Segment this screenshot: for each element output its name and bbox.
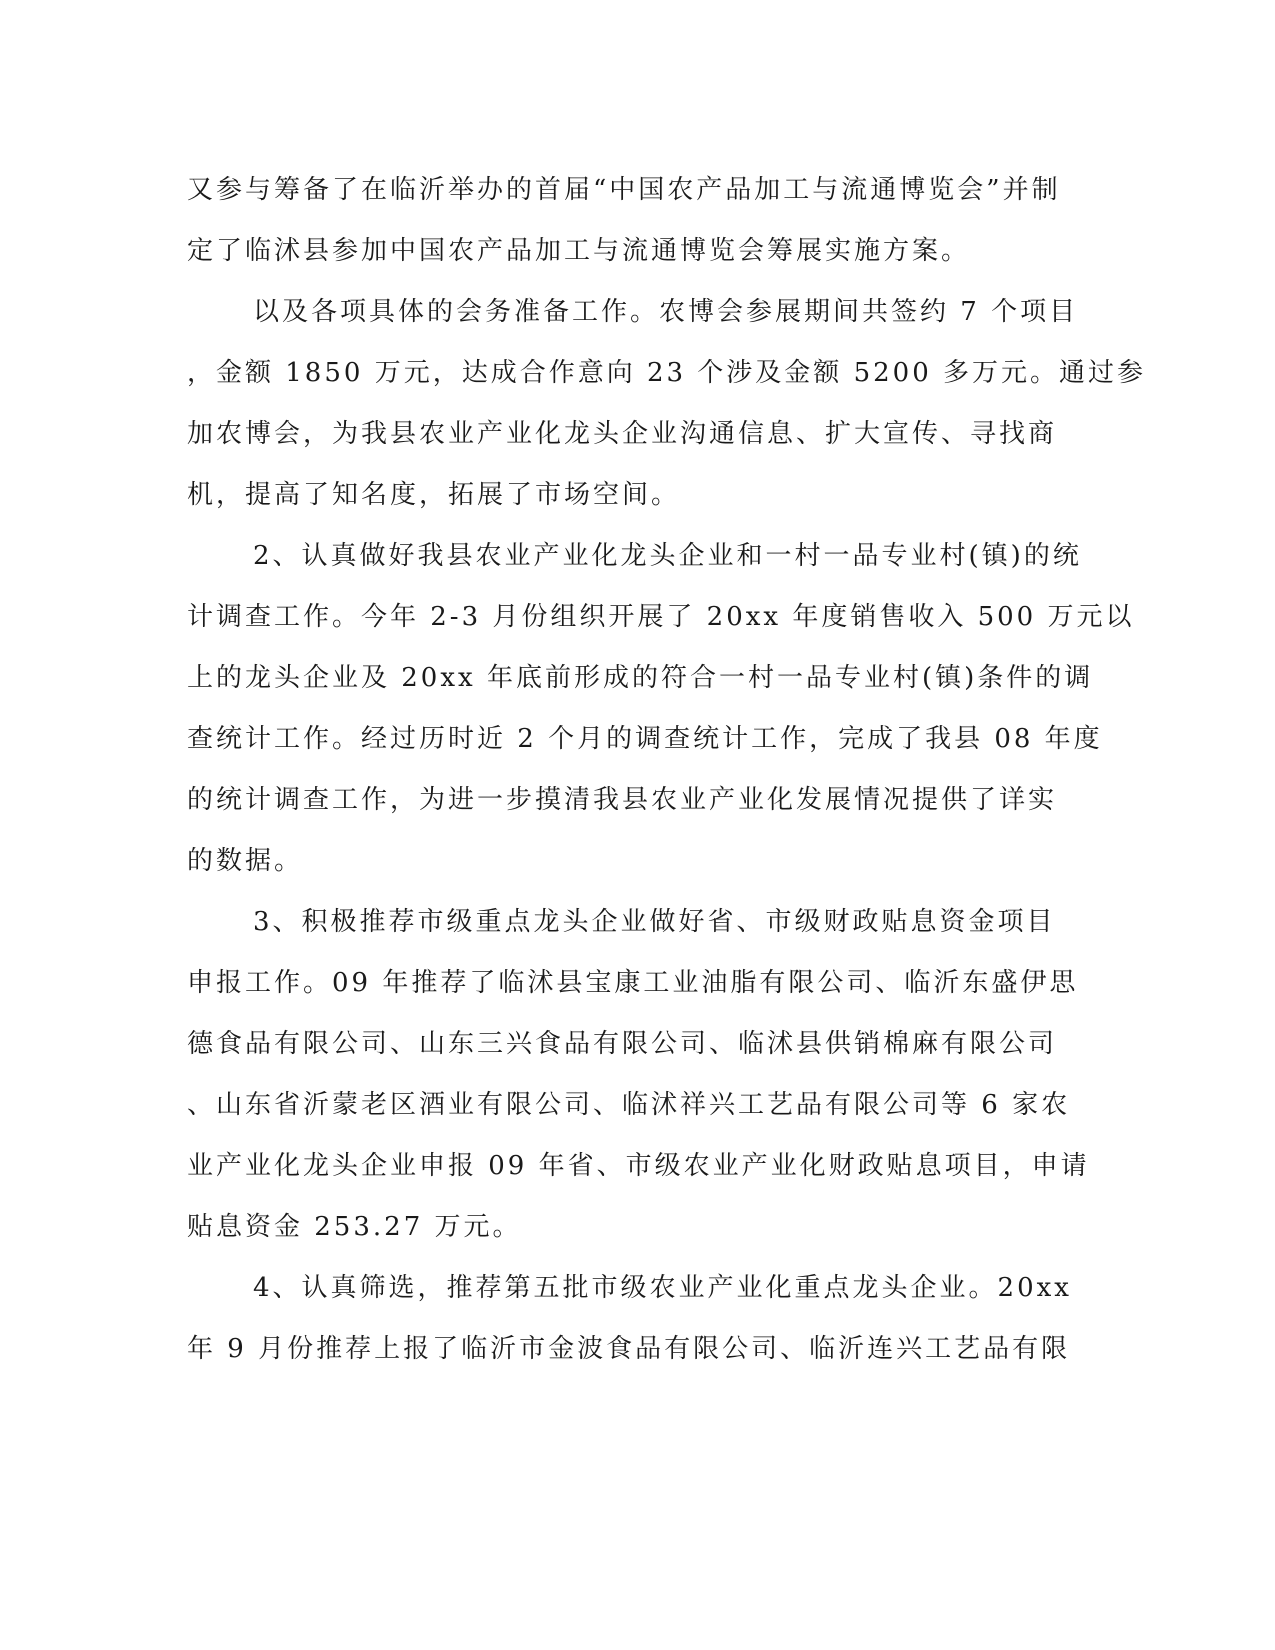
text-line-7: 2、认真做好我县农业产业化龙头企业和一村一品专业村(镇)的统 — [253, 541, 1082, 571]
text-line-8: 计调查工作。今年 2-3 月份组织开展了 20xx 年度销售收入 500 万元以 — [187, 602, 1135, 632]
text-line-3: 以及各项具体的会务准备工作。农博会参展期间共签约 7 个项目 — [253, 297, 1079, 327]
text-line-15: 德食品有限公司、山东三兴食品有限公司、临沭县供销棉麻有限公司 — [187, 1029, 1058, 1059]
text-line-2: 定了临沭县参加中国农产品加工与流通博览会筹展实施方案。 — [187, 236, 971, 266]
text-line-9: 上的龙头企业及 20xx 年底前形成的符合一村一品专业村(镇)条件的调 — [187, 663, 1094, 693]
text-line-1: 又参与筹备了在临沂举办的首届“中国农产品加工与流通博览会”并制 — [187, 175, 1061, 205]
text-line-13: 3、积极推荐市级重点龙头企业做好省、市级财政贴息资金项目 — [253, 907, 1056, 937]
text-line-19: 4、认真筛选，推荐第五批市级农业产业化重点龙头企业。20xx — [253, 1273, 1072, 1303]
text-line-20: 年 9 月份推荐上报了临沂市金波食品有限公司、临沂连兴工艺品有限 — [187, 1334, 1071, 1364]
body-text — [187, 160, 1147, 1380]
text-line-17: 业产业化龙头企业申报 09 年省、市级农业产业化财政贴息项目，申请 — [187, 1151, 1090, 1181]
text-line-16: 、山东省沂蒙老区酒业有限公司、临沭祥兴工艺品有限公司等 6 家农 — [187, 1090, 1071, 1120]
text-line-10: 查统计工作。经过历时近 2 个月的调查统计工作，完成了我县 08 年度 — [187, 724, 1103, 754]
text-line-6: 机，提高了知名度，拓展了市场空间。 — [187, 480, 681, 510]
text-line-11: 的统计调查工作，为进一步摸清我县农业产业化发展情况提供了详实 — [187, 785, 1058, 815]
text-line-4: ，金额 1850 万元，达成合作意向 23 个涉及金额 5200 多万元。通过参 — [187, 358, 1147, 388]
text-line-5: 加农博会，为我县农业产业化龙头企业沟通信息、扩大宣传、寻找商 — [187, 419, 1058, 449]
text-line-12: 的数据。 — [187, 846, 304, 876]
text-line-14: 申报工作。09 年推荐了临沭县宝康工业油脂有限公司、临沂东盛伊思 — [187, 968, 1079, 998]
text-line-18: 贴息资金 253.27 万元。 — [187, 1212, 522, 1242]
